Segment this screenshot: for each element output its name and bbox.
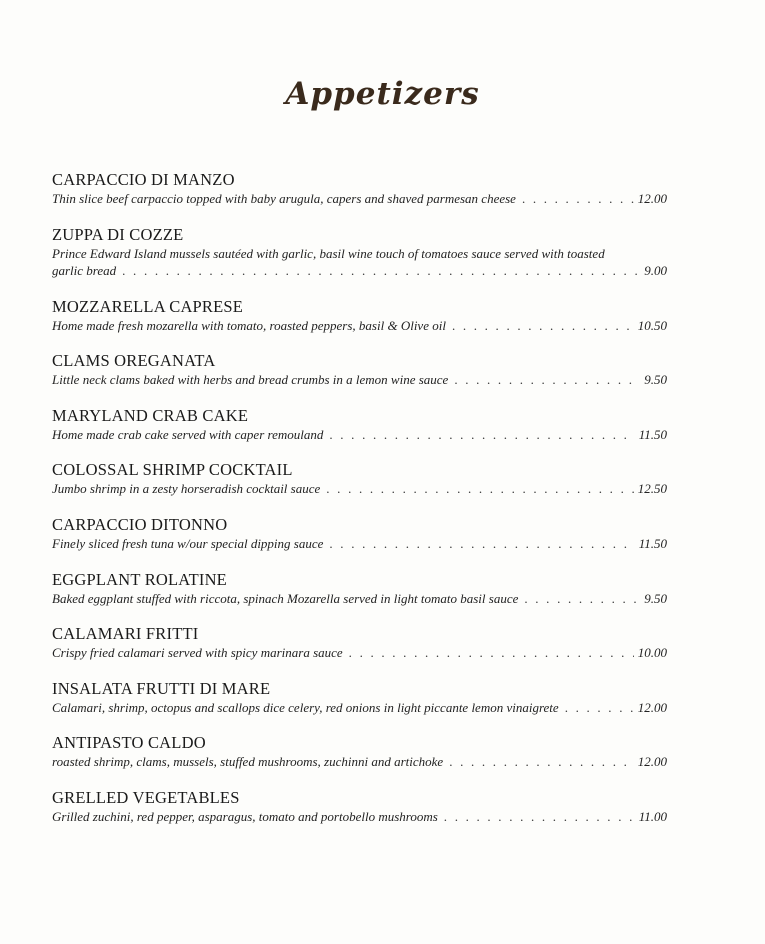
item-price: 12.00 bbox=[637, 754, 667, 770]
item-description: roasted shrimp, clams, mussels, stuffed mushrooms, zuchinni and artichoke bbox=[52, 754, 444, 770]
dot-leader bbox=[444, 808, 635, 825]
item-name: CARPACCIO DI MANZO bbox=[52, 170, 235, 189]
item-name: EGGPLANT ROLATINE bbox=[52, 569, 227, 589]
item-description-row bbox=[52, 262, 667, 279]
item-name: CALAMARI FRITTI bbox=[52, 624, 199, 644]
item-description: Finely sliced fresh tuna w/our special dipping sauce bbox=[52, 535, 324, 551]
dot-leader bbox=[122, 262, 640, 279]
item-description-row bbox=[52, 753, 667, 770]
item-description: garlic bread bbox=[52, 262, 117, 278]
menu-item bbox=[52, 624, 667, 679]
item-description: Grilled zuchini, red pepper, asparagus, tomato and portobello mushrooms bbox=[52, 808, 438, 824]
menu-item bbox=[52, 460, 667, 515]
item-price: 12.50 bbox=[637, 481, 667, 497]
item-name: ZUPPA DI COZZE bbox=[52, 224, 184, 244]
item-name: GRELLED VEGETABLES bbox=[52, 787, 240, 807]
item-name: MARYLAND CRAB CAKE bbox=[52, 405, 249, 425]
dot-leader bbox=[522, 190, 634, 207]
item-price: 9.50 bbox=[644, 372, 667, 388]
item-description-row bbox=[52, 808, 667, 825]
menu-item bbox=[52, 570, 667, 625]
dot-leader bbox=[329, 426, 634, 443]
item-description-row bbox=[52, 426, 667, 443]
item-description-row bbox=[52, 190, 667, 207]
item-price: 9.00 bbox=[644, 262, 667, 278]
item-name: INSALATA FRUTTI DI MARE bbox=[52, 678, 271, 698]
item-description: Calamari, shrimp, octopus and scallops dice celery, red onions in light piccante lemon vinaigrete bbox=[52, 699, 559, 715]
item-description: Crispy fried calamari served with spicy marinara sauce bbox=[52, 645, 343, 661]
item-description-row bbox=[52, 535, 667, 552]
menu-item bbox=[52, 351, 667, 406]
dot-leader bbox=[349, 644, 634, 661]
dot-leader bbox=[524, 590, 640, 607]
item-description-row bbox=[52, 644, 667, 661]
menu-item bbox=[52, 515, 667, 570]
menu-item bbox=[52, 406, 667, 461]
item-description-row bbox=[52, 480, 667, 497]
item-description-row bbox=[52, 590, 667, 607]
item-price: 12.00 bbox=[637, 191, 667, 206]
item-name: MOZZARELLA CAPRESE bbox=[52, 296, 244, 316]
item-price: 11.00 bbox=[638, 808, 667, 824]
item-name: COLOSSAL SHRIMP COCKTAIL bbox=[52, 460, 293, 480]
item-description-row bbox=[52, 699, 667, 716]
dot-leader bbox=[565, 699, 634, 716]
item-description: Little neck clams baked with herbs and bread crumbs in a lemon wine sauce bbox=[52, 372, 449, 388]
item-price: 10.50 bbox=[637, 317, 667, 333]
dot-leader bbox=[449, 753, 634, 770]
dot-leader bbox=[452, 317, 634, 334]
item-description: Home made crab cake served with caper remouland bbox=[52, 426, 324, 442]
item-name: CARPACCIO DITONNO bbox=[52, 514, 228, 534]
item-description: Thin slice beef carpaccio topped with baby arugula, capers and shaved parmesan cheese bbox=[52, 191, 516, 206]
item-price: 11.50 bbox=[638, 535, 667, 551]
menu-item bbox=[52, 733, 667, 788]
item-description-line1: Prince Edward Island mussels sautéed with garlic, basil wine touch of tomatoes sauce served with toasted bbox=[52, 245, 605, 261]
appetizer-list bbox=[52, 170, 667, 843]
item-name: CLAMS OREGANATA bbox=[52, 351, 216, 371]
item-price: 9.50 bbox=[644, 590, 667, 606]
item-description: Home made fresh mozarella with tomato, roasted peppers, basil & Olive oil bbox=[52, 317, 446, 333]
dot-leader bbox=[454, 371, 640, 388]
menu-item bbox=[52, 297, 667, 352]
item-description-row bbox=[52, 371, 667, 388]
menu-item bbox=[52, 170, 667, 225]
page-title: Appetizers bbox=[285, 76, 480, 112]
menu-item bbox=[52, 679, 667, 734]
item-price: 11.50 bbox=[638, 426, 667, 442]
item-description: Jumbo shrimp in a zesty horseradish cocktail sauce bbox=[52, 481, 321, 497]
item-price: 12.00 bbox=[637, 699, 667, 715]
item-name: ANTIPASTO CALDO bbox=[52, 733, 206, 753]
dot-leader bbox=[329, 535, 634, 552]
dot-leader bbox=[326, 480, 633, 497]
menu-item bbox=[52, 225, 667, 297]
item-description: Baked eggplant stuffed with riccota, spinach Mozarella served in light tomato basil sauce bbox=[52, 590, 519, 606]
item-description-row bbox=[52, 317, 667, 334]
item-price: 10.00 bbox=[637, 645, 667, 661]
menu-item bbox=[52, 788, 667, 843]
